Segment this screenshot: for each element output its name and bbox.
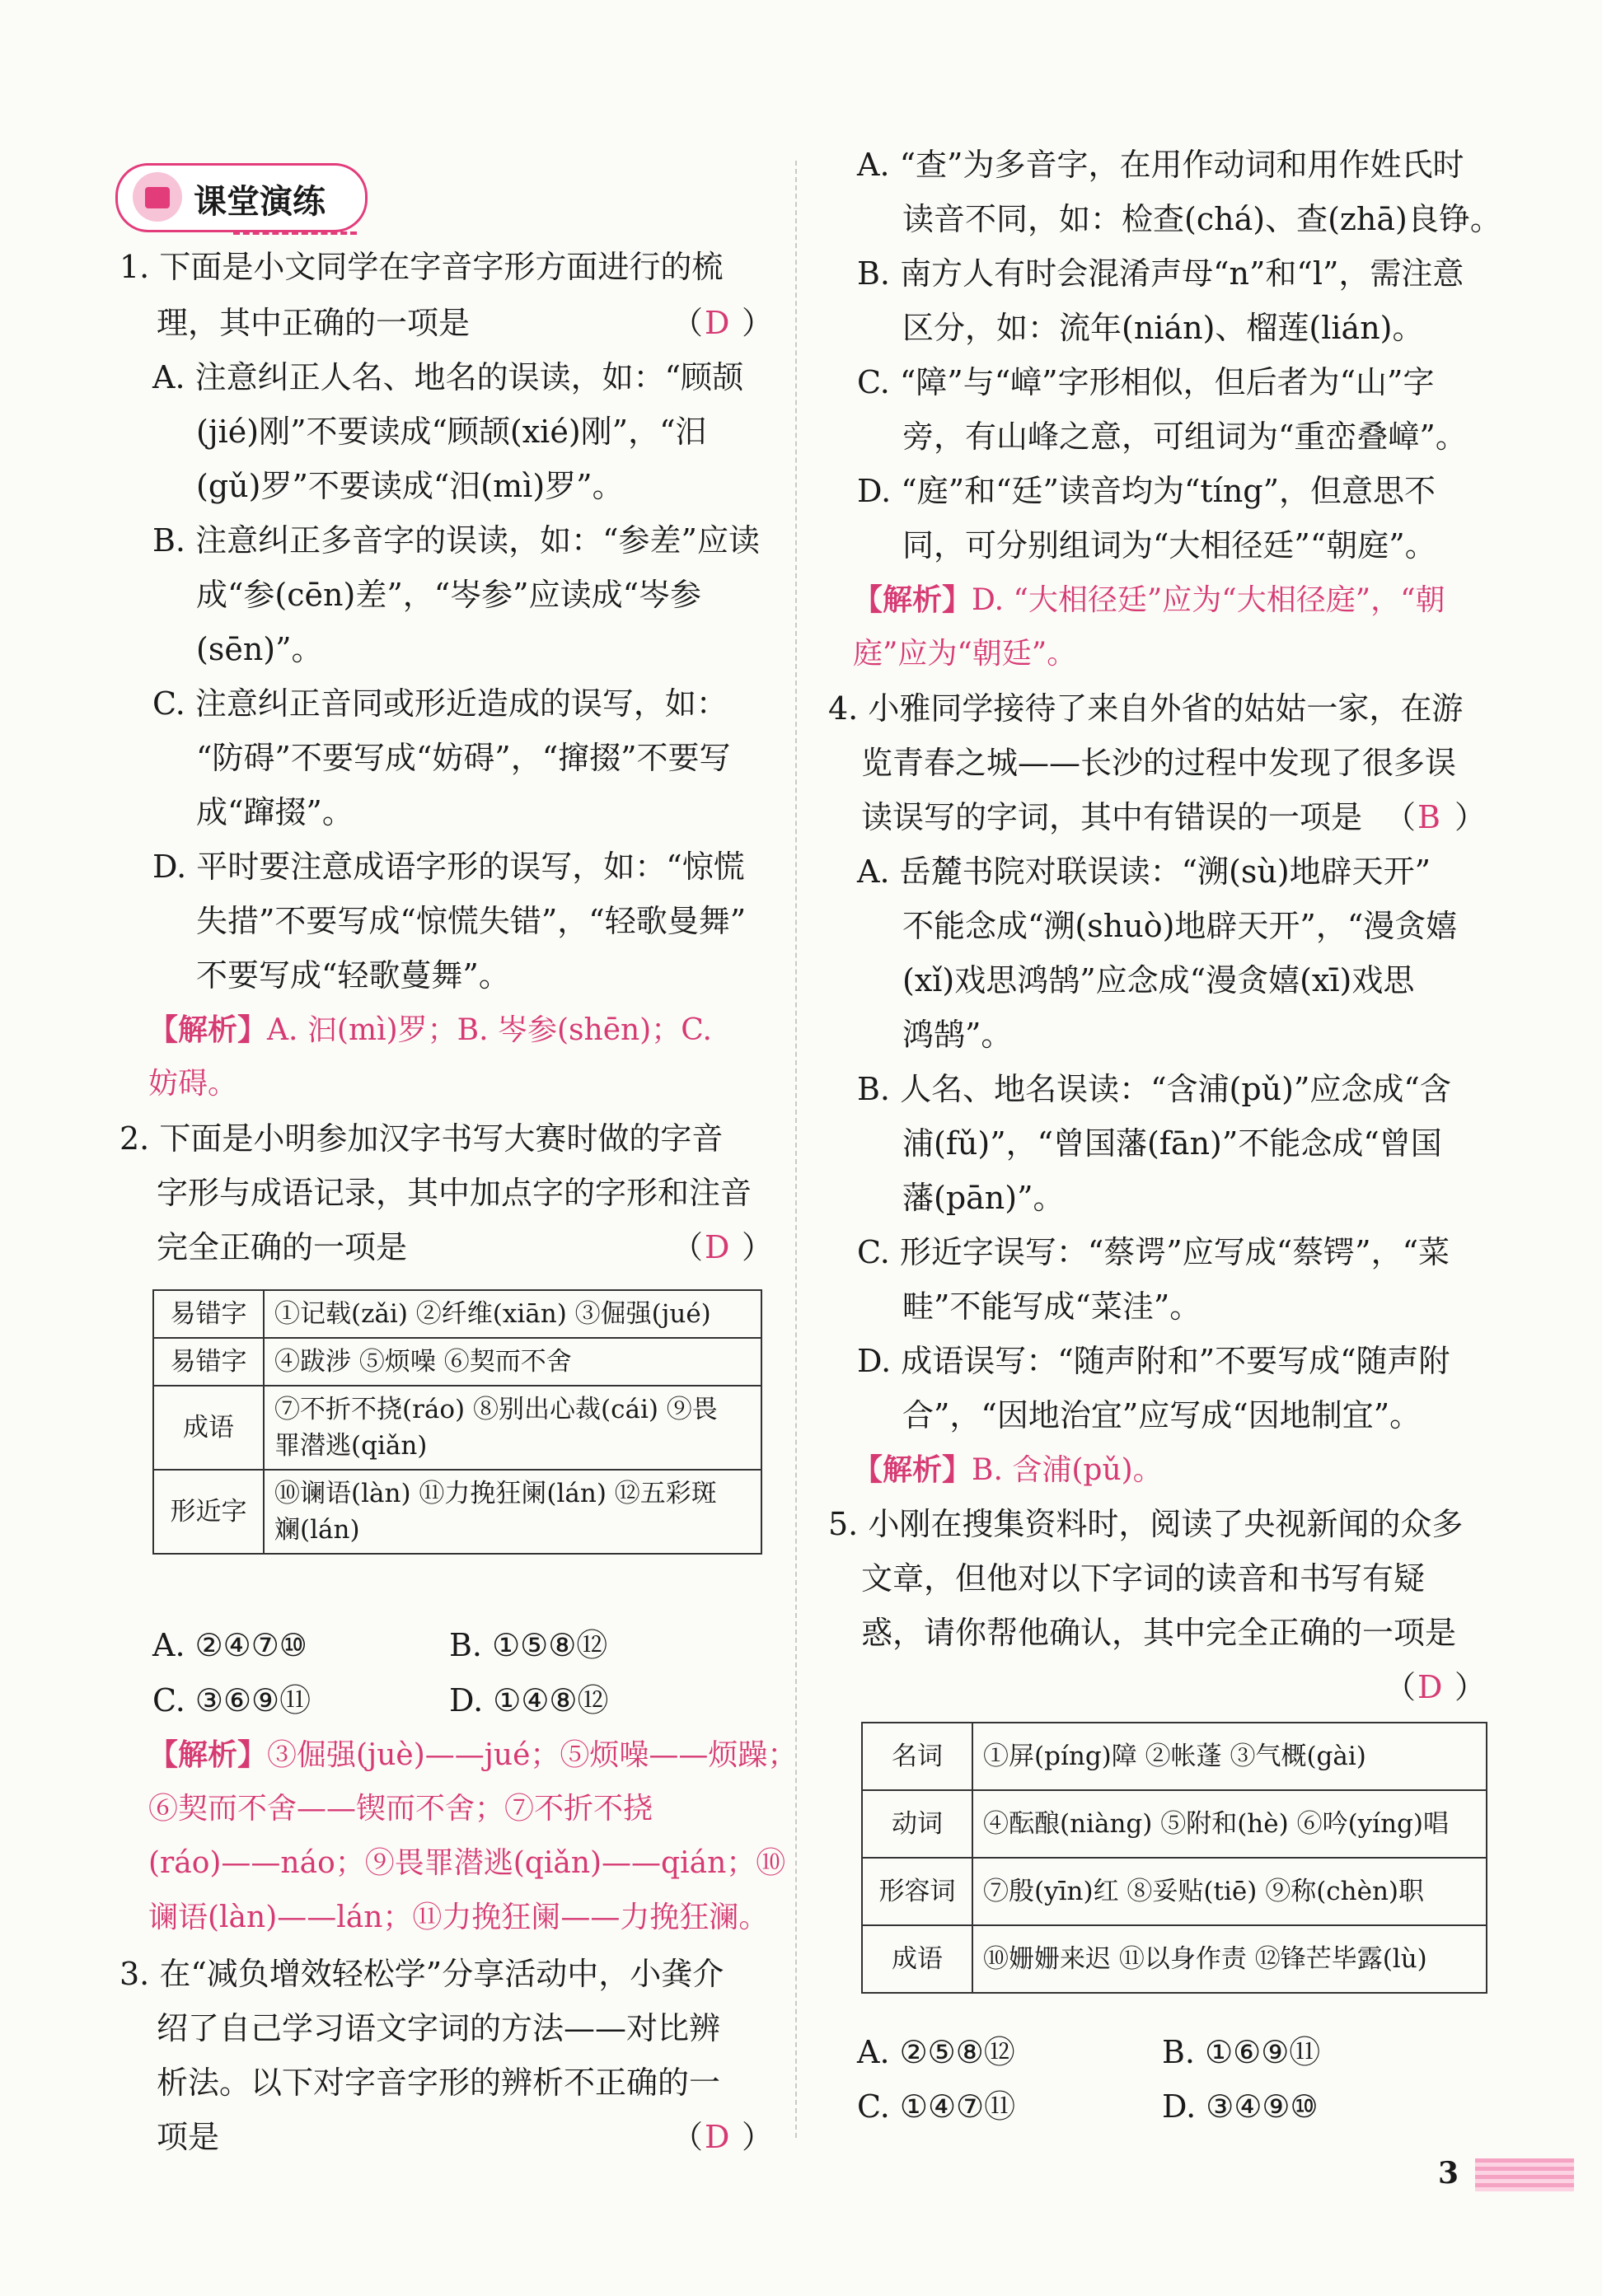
table-cell: 成语 bbox=[862, 1925, 972, 1993]
table-cell: 易错字 bbox=[153, 1338, 264, 1386]
table-cell: 易错字 bbox=[153, 1290, 264, 1338]
table-row bbox=[862, 1925, 1487, 1993]
q5-answer: D bbox=[1417, 1669, 1443, 1705]
q3-option-c: C. “障”与“嶂”字形相似，但后者为“山”字 bbox=[857, 364, 1435, 400]
q1-option-a-line: (jié)刚”不要读成“顾颉(xié)刚”，“汨 bbox=[196, 414, 707, 450]
analysis-tag: 【解析】 bbox=[853, 582, 972, 617]
table-cell: ①屏(píng)障 ②帐蓬 ③气概(gài) bbox=[972, 1723, 1487, 1790]
answer-bracket-right: ） bbox=[1454, 1669, 1487, 1705]
table-cell: 动词 bbox=[862, 1790, 972, 1858]
q2-stem-line: 字形与成语记录，其中加点字的字形和注音 bbox=[157, 1175, 752, 1211]
q3-stem-line: 析法。以下对字音字形的辨析不正确的一 bbox=[157, 2065, 721, 2101]
answer-bracket-left: （ bbox=[672, 1229, 704, 1265]
answer-bracket-left: （ bbox=[672, 2119, 704, 2155]
table-row bbox=[862, 1723, 1487, 1790]
q4-stem-line: 读误写的字词，其中有错误的一项是 bbox=[861, 799, 1363, 835]
q4-option-d: D. 成语误写：“随声附和”不要写成“随声附 bbox=[857, 1343, 1450, 1379]
cell-line: 罪潜逃(qiǎn) bbox=[274, 1431, 428, 1461]
badge-underline bbox=[233, 231, 357, 235]
q5-stem-line: 文章，但他对以下字词的读音和书写有疑 bbox=[861, 1560, 1426, 1597]
answer-bracket-right: ） bbox=[742, 305, 774, 341]
q1-option-b-line: 成“参(cēn)差”，“岑参”应读成“岑参 bbox=[196, 577, 702, 613]
q1-stem-line: 1. 下面是小文同学在字音字形方面进行的梳 bbox=[119, 249, 724, 285]
q4-option-c: C. 形近字误写：“蔡谔”应写成“蔡锷”，“菜 bbox=[857, 1234, 1450, 1270]
q1-option-d-line: 不要写成“轻歌蔓舞”。 bbox=[196, 957, 510, 994]
section-title: 课堂演练 bbox=[194, 183, 326, 221]
q2-analysis-line: ⑥契而不舍——锲而不舍；⑦不折不挠 bbox=[148, 1792, 653, 1826]
analysis-text: B. 含浦(pǔ)。 bbox=[972, 1453, 1163, 1487]
q4-option-a-line: 鸿鹄”。 bbox=[902, 1017, 1013, 1053]
q4-stem-line: 览青春之城——长沙的过程中发现了很多误 bbox=[861, 745, 1457, 781]
q3-option-a-line: 读音不同，如：检查(chá)、查(zhā)良铮。 bbox=[902, 201, 1501, 237]
table-cell: ⑩姗姗来迟 ⑪以身作责 ⑫锋芒毕露(lù) bbox=[972, 1925, 1487, 1993]
q1-option-d: D. 平时要注意成语字形的误写，如：“惊慌 bbox=[152, 849, 745, 885]
q2-option-b: B. ①⑤⑧⑫ bbox=[449, 1627, 608, 1663]
q3-stem-line: 3. 在“减负增效轻松学”分享活动中，小龚介 bbox=[119, 1956, 724, 1992]
q4-option-b: B. 人名、地名误读：“含浦(pǔ)”应念成“含 bbox=[857, 1071, 1451, 1107]
q2-stem-line: 2. 下面是小明参加汉字书写大赛时做的字音 bbox=[119, 1120, 724, 1157]
q5-stem-line: 5. 小刚在搜集资料时，阅读了央视新闻的众多 bbox=[828, 1506, 1464, 1542]
cell-line: ⑦不折不挠(ráo) ⑧别出心裁(cái) ⑨畏 bbox=[274, 1395, 718, 1424]
q1-option-a: A. 注意纠正人名、地名的误读，如：“顾颉 bbox=[152, 359, 744, 395]
analysis-tag: 【解析】 bbox=[853, 1452, 972, 1487]
q3-option-b: B. 南方人有时会混淆声母“n”和“l”，需注意 bbox=[857, 255, 1464, 292]
answer-bracket-right: ） bbox=[1454, 799, 1487, 835]
table-cell bbox=[264, 1386, 761, 1470]
q1-option-b-line: (sēn)”。 bbox=[196, 631, 323, 667]
q2-option-a: A. ②④⑦⑩ bbox=[152, 1627, 307, 1663]
table-row bbox=[153, 1290, 761, 1338]
analysis-tag: 【解析】 bbox=[148, 1012, 268, 1047]
answer-bracket-left: （ bbox=[1384, 1669, 1417, 1705]
table-cell: 形近字 bbox=[153, 1470, 264, 1554]
q1-option-d-line: 失措”不要写成“惊慌失错”，“轻歌曼舞” bbox=[196, 903, 747, 939]
answer-bracket-right: ） bbox=[742, 1229, 774, 1265]
q2-table bbox=[152, 1289, 762, 1555]
q3-stem-line: 绍了自己学习语文字词的方法——对比辨 bbox=[157, 2010, 721, 2046]
table-cell: 名词 bbox=[862, 1723, 972, 1790]
q2-analysis-line: (ráo)——náo；⑨畏罪潜逃(qiǎn)——qián；⑩ bbox=[148, 1846, 786, 1880]
q1-option-a-line: (gǔ)罗”不要读成“汨(mì)罗”。 bbox=[196, 468, 624, 504]
column-divider bbox=[795, 161, 797, 2138]
q5-option-b: B. ①⑥⑨⑪ bbox=[1162, 2034, 1321, 2070]
q5-option-d: D. ③④⑨⑩ bbox=[1162, 2088, 1319, 2125]
q4-option-a-line: (xǐ)戏思鸿鹄”应念成“漫贪嬉(xī)戏思 bbox=[902, 962, 1415, 998]
q3-analysis-line: 庭”应为“朝廷”。 bbox=[853, 637, 1077, 671]
q3-option-a: A. “查”为多音字，在用作动词和用作姓氏时 bbox=[857, 147, 1464, 183]
q5-option-a: A. ②⑤⑧⑫ bbox=[857, 2034, 1015, 2070]
q1-option-c-line: “防碍”不要写成“妨碍”，“撺掇”不要写 bbox=[196, 740, 731, 776]
q1-analysis-line: 妨碍。 bbox=[148, 1067, 238, 1101]
q1-analysis bbox=[148, 1010, 712, 1050]
q5-table bbox=[861, 1722, 1487, 1994]
q4-answer: B bbox=[1417, 799, 1440, 835]
table-cell: ⑦殷(yīn)红 ⑧妥贴(tiē) ⑨称(chèn)职 bbox=[972, 1858, 1487, 1925]
answer-bracket-left: （ bbox=[672, 305, 704, 341]
cell-line: 斓(lán) bbox=[274, 1515, 360, 1545]
q3-answer: D bbox=[705, 2119, 730, 2155]
table-cell: 形容词 bbox=[862, 1858, 972, 1925]
q3-analysis bbox=[853, 580, 1445, 620]
q2-option-c: C. ③⑥⑨⑪ bbox=[152, 1682, 312, 1718]
table-cell: ④酝酿(niàng) ⑤附和(hè) ⑥吟(yíng)唱 bbox=[972, 1790, 1487, 1858]
q5-option-c: C. ①④⑦⑪ bbox=[857, 2088, 1016, 2125]
q4-option-d-line: 合”，“因地治宜”应写成“因地制宜”。 bbox=[902, 1397, 1422, 1433]
q4-analysis bbox=[853, 1450, 1163, 1490]
q4-option-b-line: 藩(pān)”。 bbox=[902, 1180, 1065, 1216]
table-row bbox=[153, 1338, 761, 1386]
table-cell: 成语 bbox=[153, 1386, 264, 1470]
q1-option-c-line: 成“蹿掇”。 bbox=[196, 794, 354, 830]
q3-option-b-line: 区分，如：流年(nián)、榴莲(lián)。 bbox=[902, 310, 1424, 346]
analysis-text: ③倔强(juè)——jué；⑤烦噪——烦躁； bbox=[267, 1738, 798, 1772]
q4-option-a: A. 岳麓书院对联误读：“溯(sù)地辟天开” bbox=[857, 853, 1431, 890]
q4-option-c-line: 畦”不能写成“菜洼”。 bbox=[902, 1288, 1202, 1325]
q2-answer: D bbox=[705, 1229, 730, 1265]
q2-option-d: D. ①④⑧⑫ bbox=[449, 1682, 609, 1718]
table-row bbox=[153, 1386, 761, 1470]
analysis-text: D. “大相径廷”应为“大相径庭”，“朝 bbox=[972, 583, 1445, 617]
q3-option-c-line: 旁，有山峰之意，可组词为“重峦叠嶂”。 bbox=[902, 419, 1467, 455]
answer-bracket-right: ） bbox=[742, 2119, 774, 2155]
analysis-text: A. 汩(mì)罗；B. 岑参(shēn)；C. bbox=[267, 1013, 712, 1047]
q2-analysis-line: 谰语(làn)——lán；⑪力挽狂阑——力挽狂澜。 bbox=[148, 1901, 769, 1934]
q4-stem-line: 4. 小雅同学接待了来自外省的姑姑一家，在游 bbox=[828, 690, 1464, 727]
page-corner-stripe bbox=[1475, 2158, 1574, 2191]
table-cell: ①记载(zǎi) ②纤维(xiān) ③倔强(jué) bbox=[264, 1290, 761, 1338]
q2-stem-line: 完全正确的一项是 bbox=[157, 1229, 408, 1265]
cell-line: ⑩谰语(làn) ⑪力挽狂阑(lán) ⑫五彩斑 bbox=[274, 1479, 717, 1508]
table-cell bbox=[264, 1470, 761, 1554]
q1-stem-line: 理，其中正确的一项是 bbox=[157, 305, 471, 341]
q2-analysis bbox=[148, 1735, 797, 1775]
q1-option-c: C. 注意纠正音同或形近造成的误写，如： bbox=[152, 685, 728, 722]
q4-option-a-line: 不能念成“溯(shuò)地辟天开”，“漫贪嬉 bbox=[902, 908, 1458, 944]
q3-option-d-line: 同，可分别组词为“大相径廷”“朝庭”。 bbox=[902, 527, 1436, 563]
student-icon bbox=[133, 172, 182, 222]
table-row bbox=[153, 1470, 761, 1554]
table-row bbox=[862, 1858, 1487, 1925]
q4-option-b-line: 浦(fǔ)”，“曾国藩(fān)”不能念成“曾国 bbox=[902, 1125, 1442, 1162]
section-badge bbox=[115, 163, 368, 232]
q5-stem-line: 惑，请你帮他确认，其中完全正确的一项是 bbox=[861, 1615, 1457, 1651]
q3-stem-line: 项是 bbox=[157, 2119, 220, 2155]
answer-bracket-left: （ bbox=[1384, 799, 1417, 835]
table-row bbox=[862, 1790, 1487, 1858]
table-cell: ④跋涉 ⑤烦噪 ⑥契而不舍 bbox=[264, 1338, 761, 1386]
page-number: 3 bbox=[1438, 2156, 1459, 2191]
q3-option-d: D. “庭”和“廷”读音均为“tíng”，但意思不 bbox=[857, 473, 1436, 509]
q1-answer: D bbox=[705, 305, 730, 341]
q1-option-b: B. 注意纠正多音字的误读，如：“参差”应读 bbox=[152, 522, 760, 559]
analysis-tag: 【解析】 bbox=[148, 1737, 268, 1772]
